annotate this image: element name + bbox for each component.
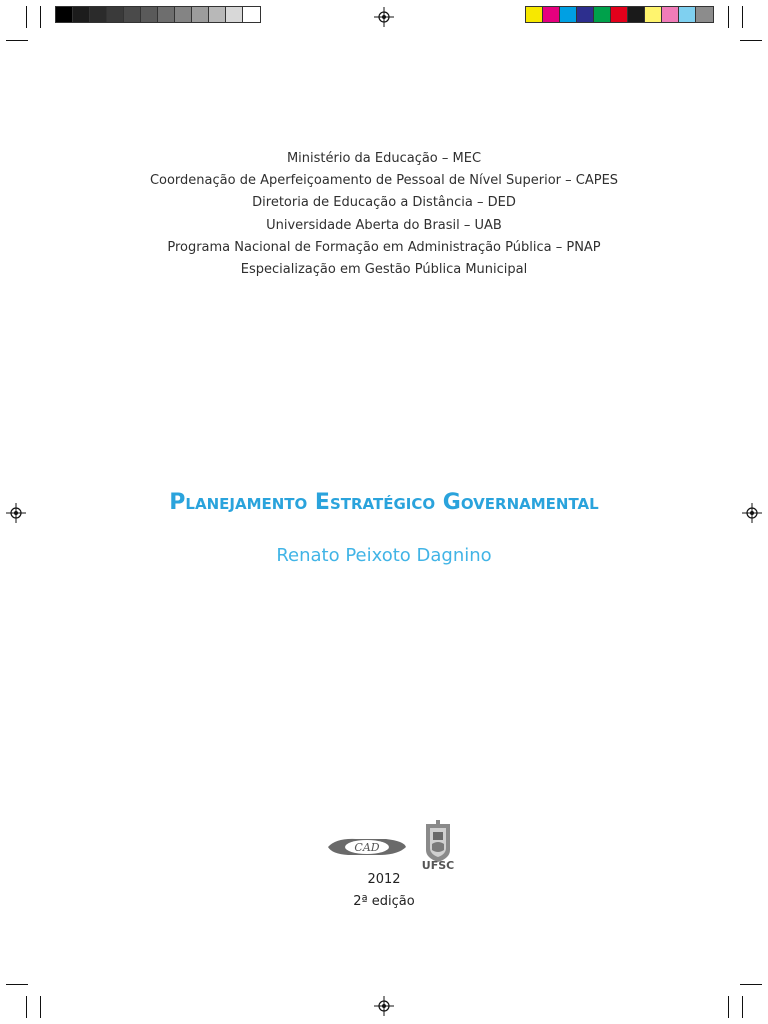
grayscale-color-bar [55, 6, 261, 23]
crop-mark-top-right-h [740, 40, 762, 41]
book-title: Planejamento Estratégico Governamental [169, 490, 599, 515]
color-swatch [594, 7, 611, 22]
color-swatch [628, 7, 645, 22]
gray-swatch [209, 7, 226, 22]
gray-swatch [192, 7, 209, 22]
gray-swatch [107, 7, 124, 22]
svg-text:CAD: CAD [354, 841, 380, 854]
header-line-capes: Coordenação de Aperfeiçoamento de Pessoal de Nível Superior – CAPES [149, 173, 619, 189]
cad-logo-icon [326, 836, 408, 858]
crop-mark-bottom-left-h [6, 984, 28, 985]
color-swatch [543, 7, 560, 22]
gray-swatch [158, 7, 175, 22]
ufsc-logo-text: UFSC [421, 859, 455, 872]
registration-mark-top-icon [374, 7, 394, 27]
crop-mark-bottom-left-v2 [40, 996, 41, 1018]
crop-mark-bottom-right-v2 [742, 996, 743, 1018]
color-swatch [696, 7, 713, 22]
publication-year: 2012 [367, 872, 401, 887]
book-author: Renato Peixoto Dagnino [276, 545, 492, 566]
color-swatch [662, 7, 679, 22]
crop-mark-top-left-v1 [26, 6, 27, 28]
header-line-specialization: Especialização em Gestão Pública Municipal [240, 262, 528, 278]
crop-mark-top-right-v1 [728, 6, 729, 28]
gray-swatch [90, 7, 107, 22]
publisher-logos [0, 816, 768, 876]
cmyk-color-bar [525, 6, 714, 23]
gray-swatch [141, 7, 158, 22]
color-swatch [526, 7, 543, 22]
crop-mark-bottom-left-v1 [26, 996, 27, 1018]
edition-label: 2ª edição [353, 894, 415, 909]
color-swatch [679, 7, 696, 22]
color-swatch [645, 7, 662, 22]
crop-mark-top-left-h [6, 40, 28, 41]
color-swatch [560, 7, 577, 22]
gray-swatch [124, 7, 141, 22]
color-swatch [611, 7, 628, 22]
crop-mark-bottom-right-h [740, 984, 762, 985]
registration-mark-bottom-icon [374, 996, 394, 1016]
crop-mark-top-right-v2 [742, 6, 743, 28]
header-line-ded: Diretoria de Educação a Distância – DED [252, 195, 516, 211]
gray-swatch [56, 7, 73, 22]
crop-mark-bottom-right-v1 [728, 996, 729, 1018]
header-line-pnap: Programa Nacional de Formação em Administração Pública – PNAP [167, 239, 601, 255]
crop-mark-top-left-v2 [40, 6, 41, 28]
gray-swatch [73, 7, 90, 22]
header-line-ministry: Ministério da Educação – MEC [286, 151, 482, 166]
gray-swatch [226, 7, 243, 22]
header-line-uab: Universidade Aberta do Brasil – UAB [266, 217, 502, 233]
institution-header [0, 148, 768, 281]
color-swatch [577, 7, 594, 22]
gray-swatch [175, 7, 192, 22]
gray-swatch [243, 7, 260, 22]
